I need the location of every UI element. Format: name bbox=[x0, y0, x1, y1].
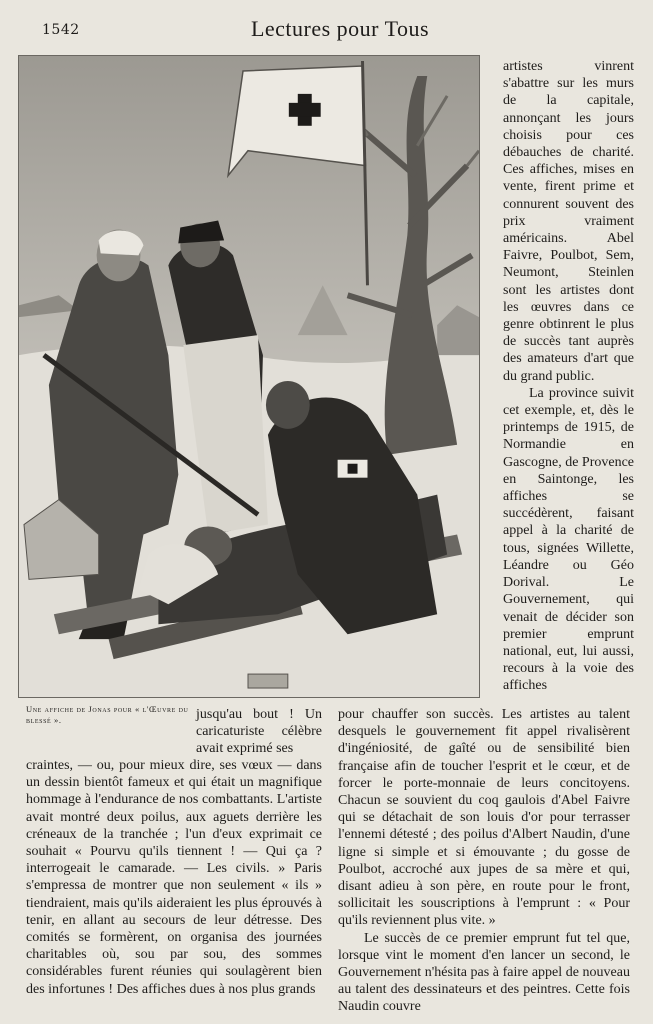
paragraph: jusqu'au bout ! Un caricaturiste célèbre avait exprimé ses bbox=[196, 707, 322, 757]
page-number: 1542 bbox=[42, 22, 80, 38]
right-column-text bbox=[503, 58, 634, 695]
paragraph: La province suivit cet exemple, et, dès le printemps de 1915, de Normandie en Gascogne, de Provence en Saintonge, les affiches se succédèrent, faisant appel à la charité de tous, signées Willette, Léandre ou Géo Dorival. Le Gouvernement, qui venait de décider son premier emprunt national, eut, lui aussi, recours à la voie des affiches bbox=[503, 385, 635, 694]
bottom-right-column-text bbox=[338, 706, 630, 1016]
running-title: Lectures pour Tous bbox=[250, 16, 430, 41]
illustration-caption: Une affiche de Jonas pour « l'Œuvre du blessé ». bbox=[26, 704, 189, 725]
paragraph: pour chauffer son succès. Les artistes au talent desquels le gouvernement fit appel rivalisèrent d'ingéniosité, de gaîté ou de sensibilité bien française afin de toucher l'esprit et le cœur, et de forcer le porte-monnaie de leurs concitoyens. Chacun se souvient du coq gaulois d'Abel Faivre qui se détachait de son louis d'or pour terrasser l'ennemi détesté ; des poilus d'Albert Naudin, d'une ligne si simple et si émouvante ; du gosse de Poulbot, accroché aux jupes de sa mère et qui, disant adieu à son père, en route pour le front, sollicitait les souscriptions à l'emprunt : « Pour qu'ils reviennent plus vite. » bbox=[338, 707, 630, 929]
paragraph: Le succès de ce premier emprunt fut tel que, lorsque vint le moment d'en lancer un second, le Gouvernement n'hésita pas à faire appel de nouveau au talent des dessinateurs et des peintres. Cette fois Naudin couvre bbox=[338, 930, 630, 1015]
paragraph: artistes vinrent s'abattre sur les murs de la capitale, annonçant les jours choisis pour ces débauches de charité. Ces affiches, mises en vente, firent prime et connurent souvent des prix vraiment américains. Abel Faivre, Poulbot, Sem, Neumont, Steinlen sont les artistes dont les œuvres dans ce genre obtinrent le plus de succès tant auprès des amateurs d'art que du grand public. bbox=[503, 59, 634, 384]
paragraph: craintes, — ou, pour mieux dire, ses vœux — dans un dessin bientôt fameux et qui était un magnifique hommage à l'endurance de nos combattants. L'artiste avait montré deux poilus, aux aguets derrière les créneaux de la tranchée ; l'un d'eux exprimait ce souhait « Pourvu qu'ils tiennent ! — Qui ça ? interrogeait le camarade. — Les civils. » Paris s'empressa de montrer que non seulement « ils » tiendraient, mais qu'ils aideraient les plus éprouvés à tenir, en allant au secours de leur détresse. Des comités se formèrent, on organisa des journées charitables où, sou par sou, des sommes considérables furent réunies qui soulagèrent bien des infortunes ! Des affiches dues à nos plus grands bbox=[26, 758, 322, 997]
left-small-column-text bbox=[196, 706, 322, 758]
left-column-text bbox=[26, 757, 322, 998]
poster-illustration bbox=[18, 55, 480, 698]
illustration-drawing bbox=[19, 56, 479, 697]
